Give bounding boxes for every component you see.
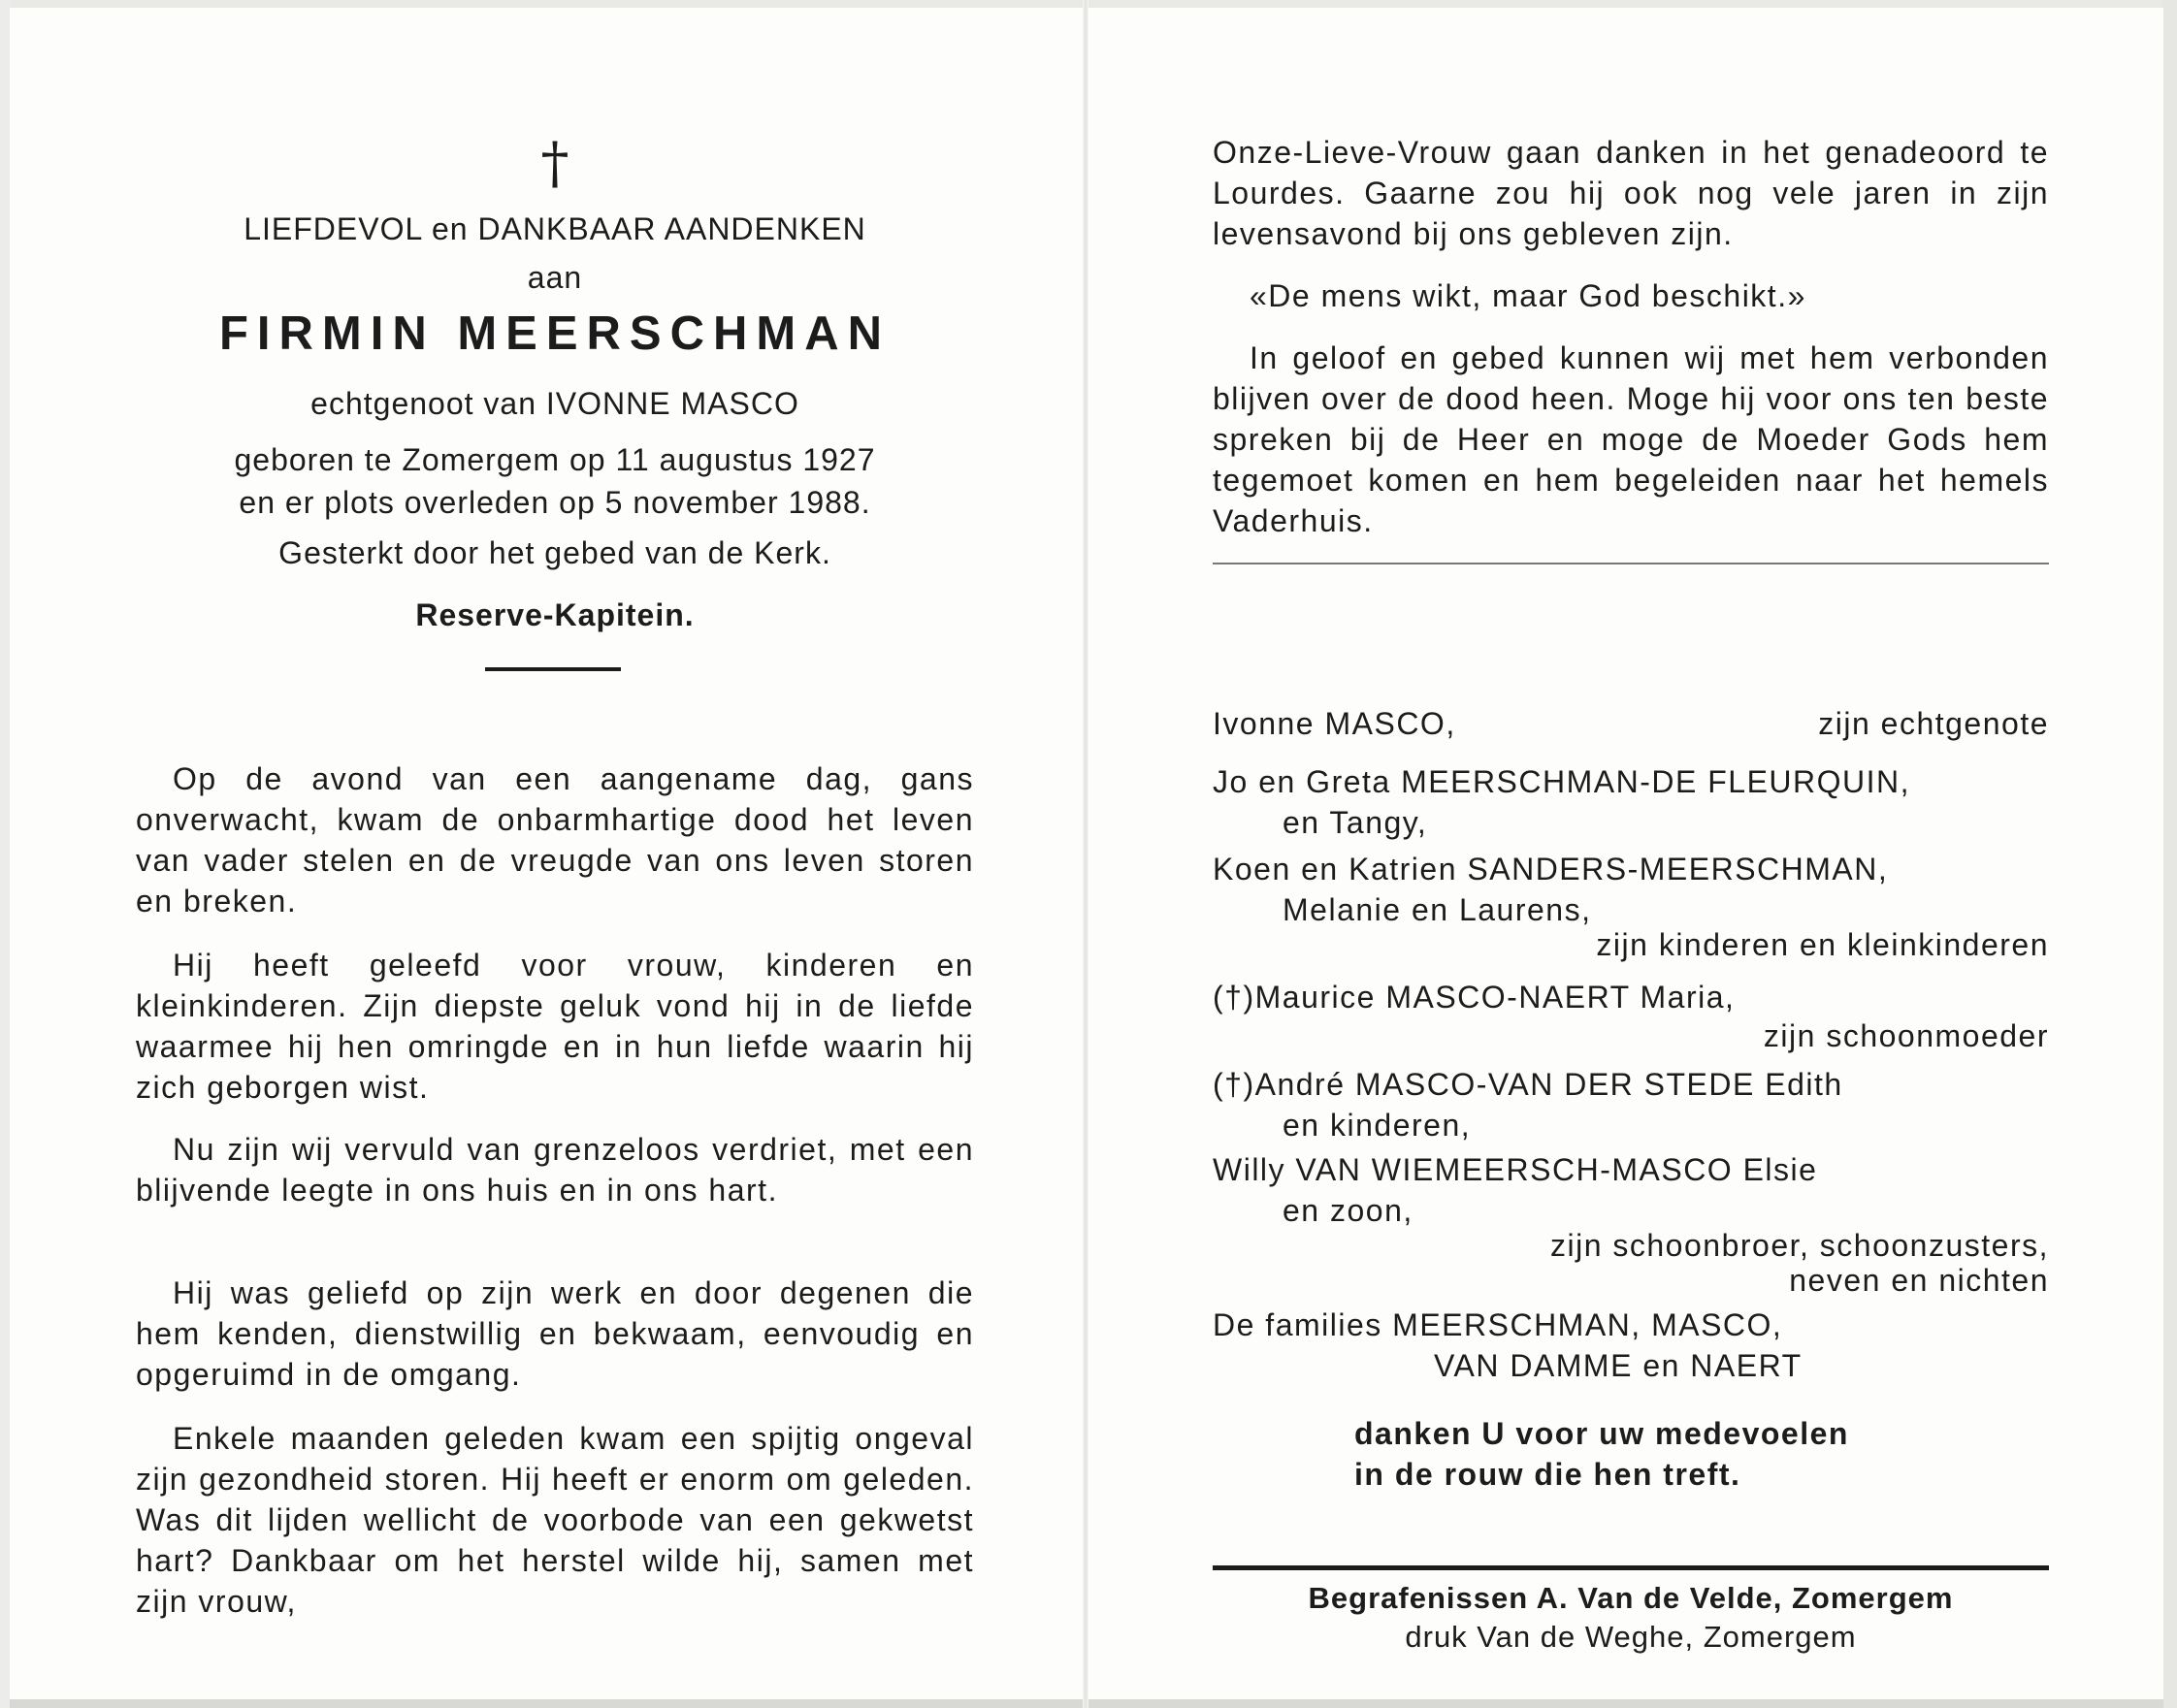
rank-line: Reserve-Kapitein. [415,597,695,632]
child-2-sub: Melanie en Laurens, [1283,892,1592,927]
in-law-2-sub: en zoon, [1283,1193,1413,1228]
footer-divider [1213,1565,2049,1570]
edge-right [2163,0,2177,1708]
in-laws-role-2: neven en nichten [1789,1263,2049,1298]
families-2: VAN DAMME en NAERT [1434,1348,1803,1383]
edge-top [0,0,2177,8]
right-paragraph-1-text: Onze-Lieve-Vrouw gaan danken in het genadeoord te Lourdes. Gaarne zou hij ook nog vele jaren in zijn levensavond bij ons gebleven zijn. [1213,135,2049,251]
paragraph-2-text: Hij heeft geleefd voor vrouw, kinderen en kleinkinderen. Zijn diepste geluk vond hij in de liefde waarmee hij hen omringde en in hun liefde waarin hij zich geborgen wist. [136,948,974,1105]
paragraph-5 [136,1418,974,1622]
right-paragraph-2 [1213,338,2049,541]
deceased-name: FIRMIN MEERSCHMAN [219,307,891,360]
families-1: De families MEERSCHMAN, MASCO, [1213,1307,1783,1342]
heading-aan: aan [527,260,583,295]
mother-in-law-role: zijn schoonmoeder [1763,1018,2049,1053]
cross-icon: † [540,130,569,196]
paragraph-3 [136,1129,974,1210]
paragraph-5-text: Enkele maanden geleden kwam een spijtig ongeval zijn gezondheid storen. Hij heeft er enorm om geleden. Was dit lijden wellicht de voorbode van een gekwetst hart? Dankbaar om het herstel wilde hij, samen met zijn vrouw, [136,1421,974,1619]
wife-role: zijn echtgenote [1818,706,2049,741]
paragraph-3-text: Nu zijn wij vervuld van grenzeloos verdriet, met een blijvende leegte in ons huis en in ons hart. [136,1132,974,1208]
death-line: en er plots overleden op 5 november 1988. [239,485,871,520]
in-law-1: (†)André MASCO-VAN DER STEDE Edith [1213,1067,1843,1102]
card-fold [1083,0,1088,1708]
thanks-line-2: in de rouw die hen treft. [1354,1457,1741,1492]
memorial-heading: LIEFDEVOL en DANKBAAR AANDENKEN [244,211,866,246]
birth-line: geboren te Zomergem op 11 augustus 1927 [234,442,876,477]
paragraph-4 [136,1273,974,1395]
mother-in-law: (†)Maurice MASCO-NAERT Maria, [1213,980,1736,1015]
undertaker-line: Begrafenissen A. Van de Velde, Zomergem [1308,1581,1954,1615]
short-divider [485,667,621,671]
quote [1213,275,2049,316]
child-1: Jo en Greta MEERSCHMAN-DE FLEURQUIN, [1213,764,1911,799]
spouse-line: echtgenoot van IVONNE MASCO [310,386,799,421]
edge-left [0,0,10,1708]
quote-text: «De mens wikt, maar God beschikt.» [1250,278,1806,313]
long-divider [1213,563,2049,564]
children-role: zijn kinderen en kleinkinderen [1596,927,2049,962]
child-2: Koen en Katrien SANDERS-MEERSCHMAN, [1213,852,1889,886]
paragraph-1 [136,758,974,921]
printer-line: druk Van de Weghe, Zomergem [1405,1620,1857,1654]
thanks-line-1: danken U voor uw medevoelen [1354,1416,1849,1451]
edge-bottom [0,1699,2177,1708]
wife-name: Ivonne MASCO, [1213,706,1456,741]
child-1-sub: en Tangy, [1283,805,1428,840]
paragraph-2 [136,945,974,1108]
in-law-2: Willy VAN WIEMEERSCH-MASCO Elsie [1213,1152,1818,1187]
strengthened-line: Gesterkt door het gebed van de Kerk. [278,535,831,570]
paragraph-1-text: Op de avond van een aangename dag, gans onverwacht, kwam de onbarmhartige dood het leven van vader stelen en de vreugde van ons leven storen en breken. [136,761,974,918]
in-laws-role-1: zijn schoonbroer, schoonzusters, [1549,1228,2049,1263]
right-paragraph-1 [1213,132,2049,254]
paragraph-4-text: Hij was geliefd op zijn werk en door degenen die hem kenden, dienstwillig en bekwaam, eenvoudig en opgeruimd in de omgang. [136,1275,974,1392]
in-law-1-sub: en kinderen, [1283,1108,1472,1143]
right-paragraph-2-text: In geloof en gebed kunnen wij met hem verbonden blijven over de dood heen. Moge hij voor ons ten beste spreken bij de Heer en moge de Moeder Gods hem tegemoet komen en hem begeleiden naar het hemels Vaderhuis. [1213,340,2049,538]
